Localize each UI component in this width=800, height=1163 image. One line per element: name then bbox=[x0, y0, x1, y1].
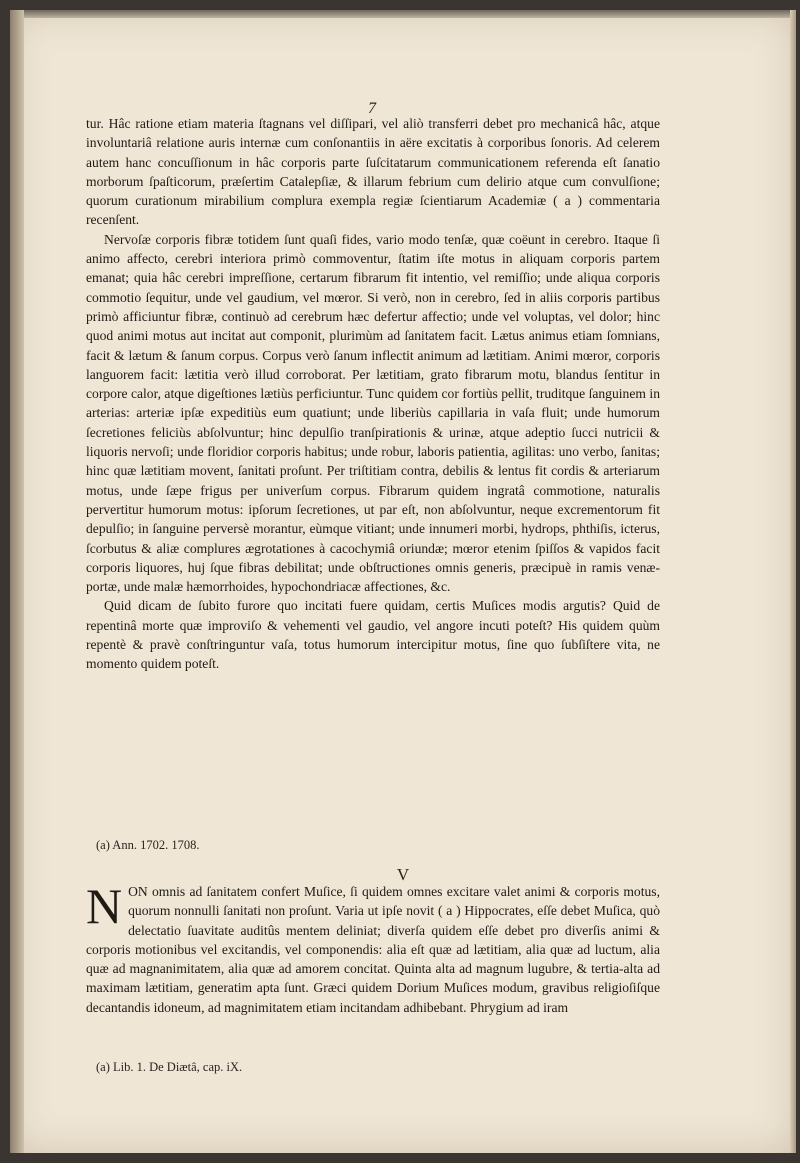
page-top-edge bbox=[10, 10, 796, 18]
paragraph-2: Nervoſæ corporis fibræ totidem ſunt quaſi fides, vario modo tenſæ, quæ coëunt in cerebro. Itaque ſi animo affecto, cerebri interiora primò commoventur, ſtatim iſte motus in aliquam corporis partem emanat; quia hâc cerebri impreſſione, certarum fibrarum fit intentio, vel remiſſio; unde aliqua corporis commotio ſequitur, unde vel gaudium, vel mœror. Si verò, non in cerebro, ſed in aliis corporis partibus primò afficiuntur fibræ, continuò ad cerebrum hæc defertur affectio; unde vel voluptas, vel dolor; hinc quod animi motus aut incitat aut componit, plurimùm ad ſanitatem facit. Lætus animus etiam ſomnians, facit & lætum & ſanum corpus. Corpus verò ſanum inflectit animum ad lætitiam. Animi mœror, corporis languorem facit: lætitia verò illud corroborat. Per lætitiam, grato fibrarum motu, blandus ſentitur in corpore calor, atque digeſtiones lætiùs perficiuntur. Tunc quidem cor fortiùs pellit, truditque ſanguinem in arterias: arteriæ ipſæ expeditiùs eum quatiunt; unde liberiùs capillaria in vaſa fluit; unde humorum ſecretiones feliciùs abſolvuntur; hinc depulſio tranſpirationis & urinæ, atque adeptio ſucci nutricii & liquoris nervoſi; unde floridior corporis habitus; unde robur, laboris patientia, agilitas: uno verbo, ſanitas; hinc quæ lætitiam movent, ſanitati proſunt. Per triſtitiam contra, debilis & lentus fit cordis & arteriarum motus, unde ſæpe frigus per univerſum corpus. Fibrarum quidem ingratâ commotione, naturalis pervertitur humorum motus: ipſorum ſecretiones, ut par eſt, non abſolvuntur, neque excrementorum fit depulſio; in ſanguine perversè morantur, eùmque vitiant; unde innumeri morbi, hydrops, phthiſis, icterus, ſcorbutus & aliæ complures ægrotationes à cacochymiâ oriundæ; mœror etenim ſpiſſos & vapidos facit corporis liquores, huj ſque fibras debilitat; unde obſtructiones omnis generis, præcipuè in ramis venæ-portæ, unde malæ hæmorrhoides, hypochondriacæ affectiones, &c. bbox=[86, 231, 660, 595]
page-number: 7 bbox=[368, 100, 376, 117]
paragraph-1: tur. Hâc ratione etiam materia ſtagnans vel diſſipari, vel aliò transferri debet pro mechanicâ hâc, atque involuntariâ relatione auris internæ cum conſonantiis in aëre excitatis à corporibus ſonoris. Ad celerem autem hanc concuſſionum in hâc corporis parte ſuſcitatarum communicationem referenda eſt ſanatio morborum ſpaſticorum, præſertim Catalepſiæ, & illarum febrium cum delirio atque cum convulſione; quorum curationum mirabilium complura exempla regiæ ſcientiarum Academiæ ( a ) commentaria recenſent. bbox=[86, 116, 660, 228]
drop-cap: N bbox=[86, 878, 123, 934]
section-heading: V bbox=[396, 865, 410, 884]
footnote-2: (a) Lib. 1. De Diætâ, cap. iX. bbox=[96, 1060, 243, 1074]
footnote-1: (a) Ann. 1702. 1708. bbox=[96, 838, 200, 852]
main-text-upper bbox=[86, 114, 660, 674]
page-gutter bbox=[10, 10, 24, 1153]
main-text-lower bbox=[86, 878, 660, 1017]
paragraph-3: Quid dicam de ſubito furore quo incitati fuere quidam, certis Muſices modis argutis? Quid de repentinâ morte quæ improviſo & vehementi vel gaudio, vel angore incuti poteſt? His quidem quùm repentè & pravè conſtringuntur vaſa, totus humorum intercipitur motus, ſine quo ſubſiſtere vita, ne momento quidem poteſt. bbox=[86, 598, 660, 672]
book-page bbox=[10, 10, 796, 1153]
paragraph-4: ON omnis ad ſanitatem confert Muſice, ſi quidem omnes excitare valet animi & corporis motus, quorum nonnulli ſanitati non proſunt. Varia ut ipſe novit ( a ) Hippocrates, eſſe debet Muſica, quò delectatio ſuavitate auditûs mentem deliniat; diverſa quidem eſſe debet pro diverſis animi & corporis motionibus vel excitandis, vel componendis: alia eſt quæ ad lætitiam, alia quæ ad luctum, alia quæ ad magnanimitatem, alia quæ ad amorem concitat. Quinta alta ad magnum lugubre, & tertia-alta ad maximam lætitiam, generatim apta ſunt. Græci quidem Dorium Muſices modum, gravibus religioſiſque decantandis idoneum, ad magnimitatem etiam incitandam adhibebant. Phrygium ad iram bbox=[86, 884, 660, 1015]
page-right-edge bbox=[790, 10, 796, 1153]
